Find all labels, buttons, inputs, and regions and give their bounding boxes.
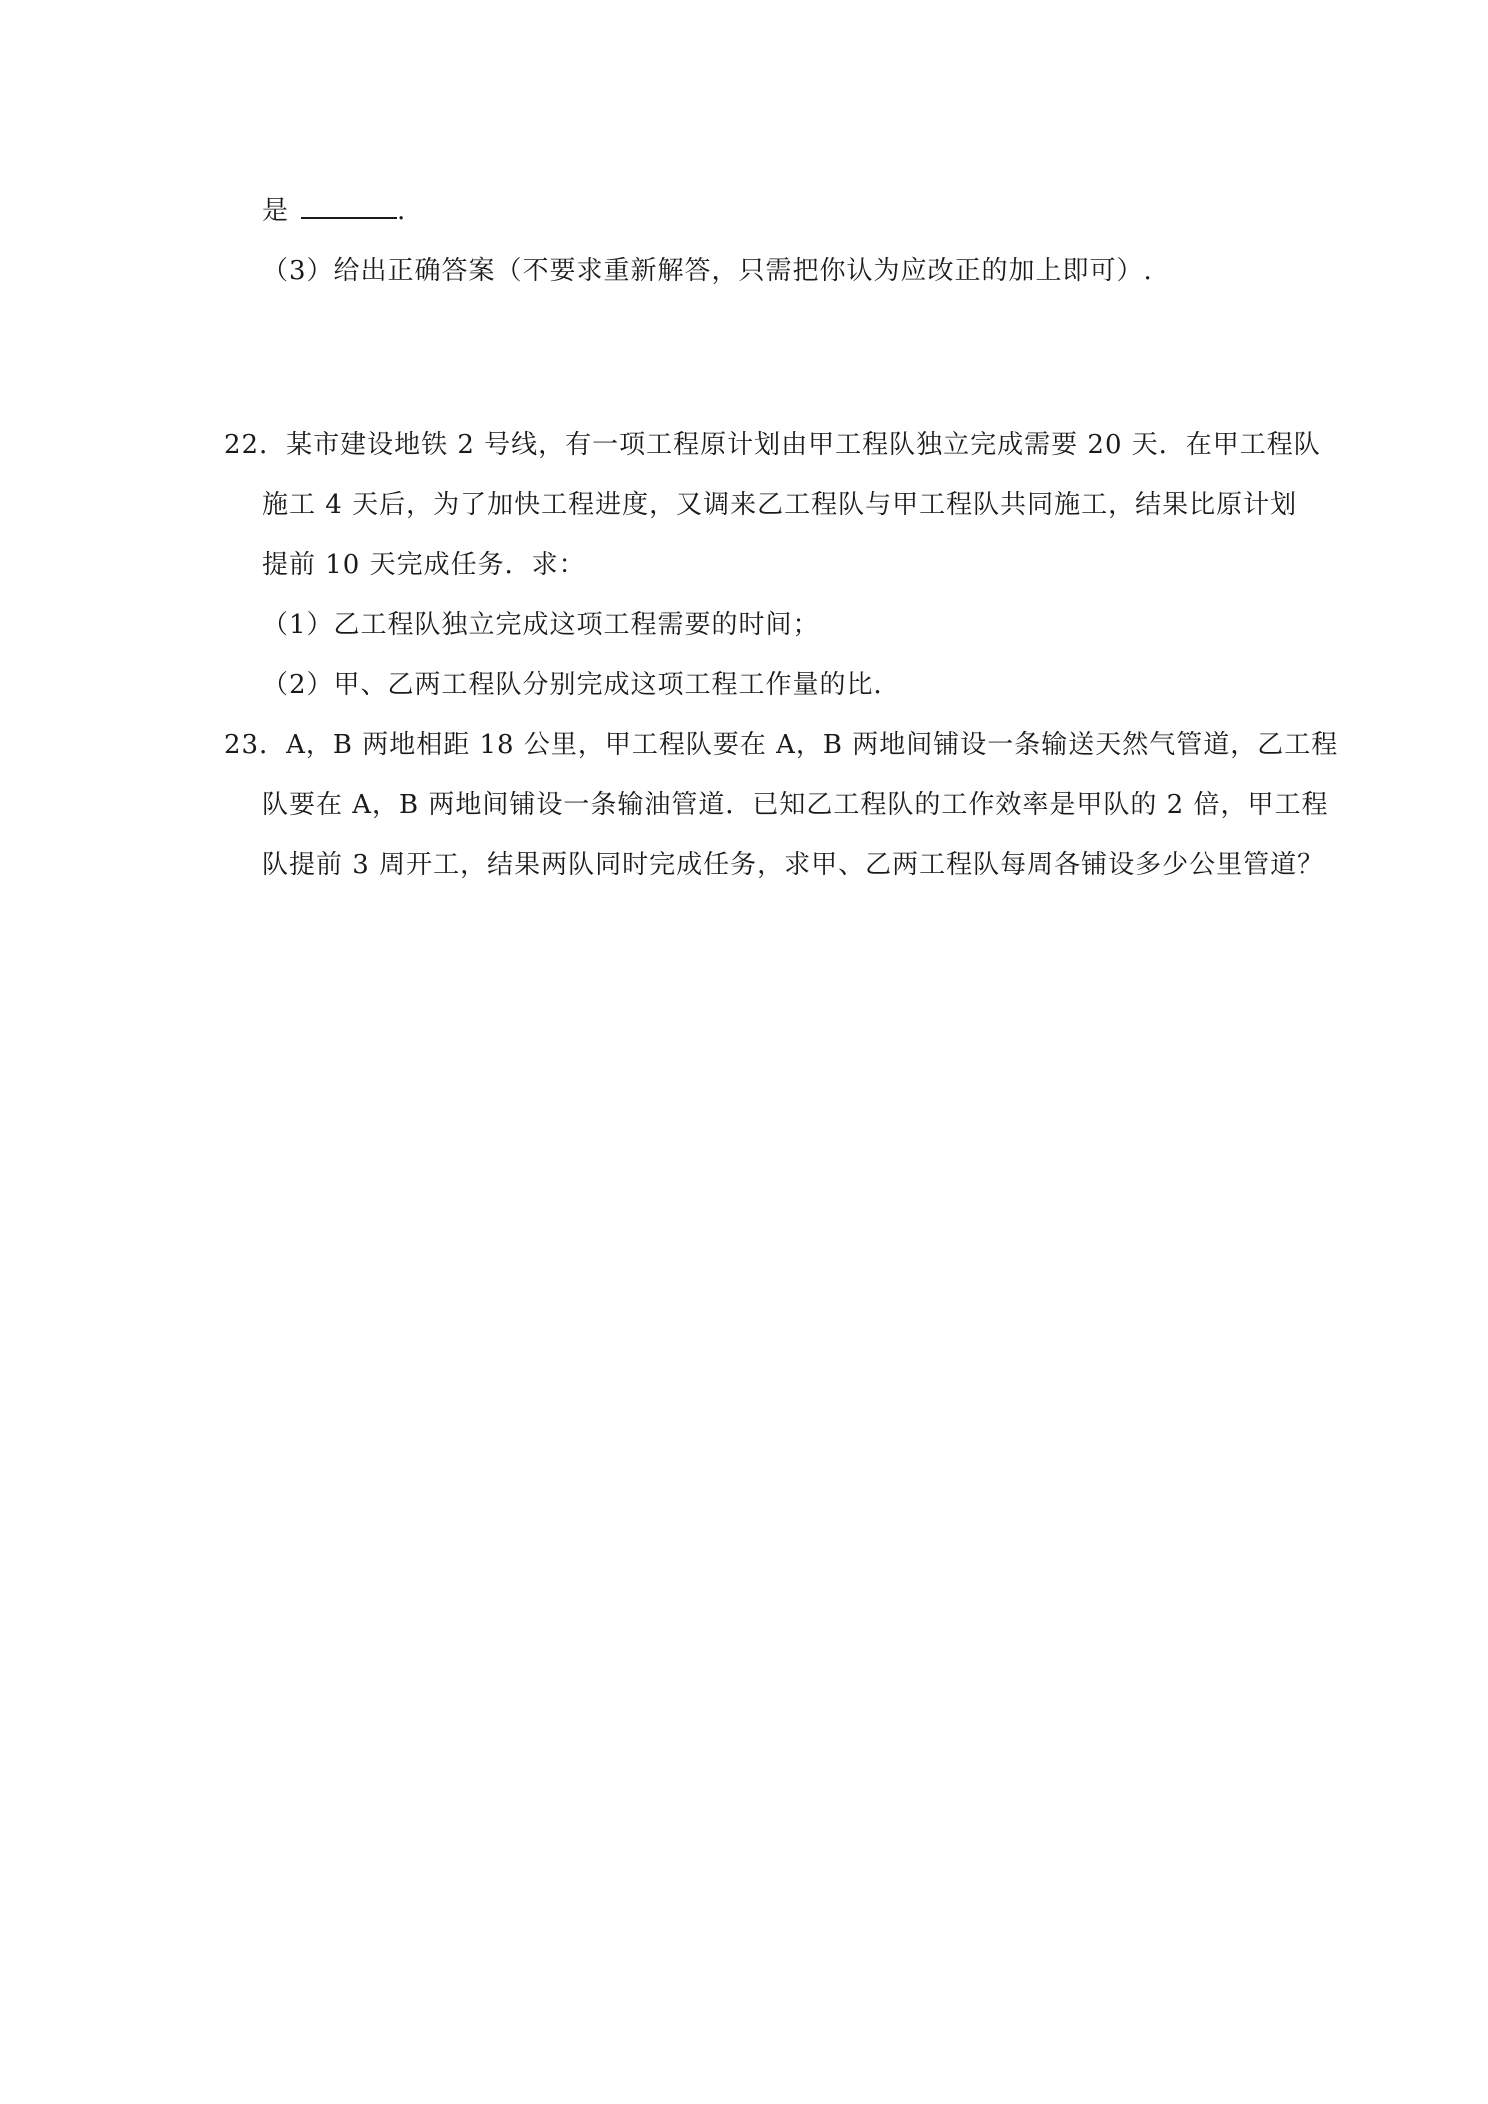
q22-part1: （1）乙工程队独立完成这项工程需要的时间； xyxy=(262,610,820,640)
q23-line2: 队要在 A，B 两地间铺设一条输油管道．已知乙工程队的工作效率是甲队的 2 倍，甲工程 xyxy=(262,790,1329,820)
q23-number: 23． xyxy=(224,730,287,760)
q22-number: 22． xyxy=(224,430,287,460)
q22-line3: 提前 10 天完成任务．求： xyxy=(262,550,586,580)
q23-line3: 队提前 3 周开工，结果两队同时完成任务，求甲、乙两工程队每周各铺设多少公里管道？ xyxy=(262,850,1325,880)
q21-part3: （3）给出正确答案（不要求重新解答，只需把你认为应改正的加上即可）. xyxy=(262,256,1153,286)
q23-first-line xyxy=(224,728,1338,762)
q21-suffix: . xyxy=(397,196,407,226)
q21-answer-line xyxy=(262,194,406,228)
q22-part2: （2）甲、乙两工程队分别完成这项工程工作量的比． xyxy=(262,670,901,700)
q22-line2: 施工 4 天后，为了加快工程进度，又调来乙工程队与甲工程队共同施工，结果比原计划 xyxy=(262,490,1298,520)
q21-prefix: 是 xyxy=(262,196,290,226)
answer-blank xyxy=(301,195,397,219)
q23-line1: A，B 两地相距 18 公里，甲工程队要在 A，B 两地间铺设一条输送天然气管道，乙工程 xyxy=(286,730,1339,760)
q22-first-line xyxy=(224,428,1321,462)
q22-line1: 某市建设地铁 2 号线，有一项工程原计划由甲工程队独立完成需要 20 天．在甲工程队 xyxy=(286,430,1321,460)
